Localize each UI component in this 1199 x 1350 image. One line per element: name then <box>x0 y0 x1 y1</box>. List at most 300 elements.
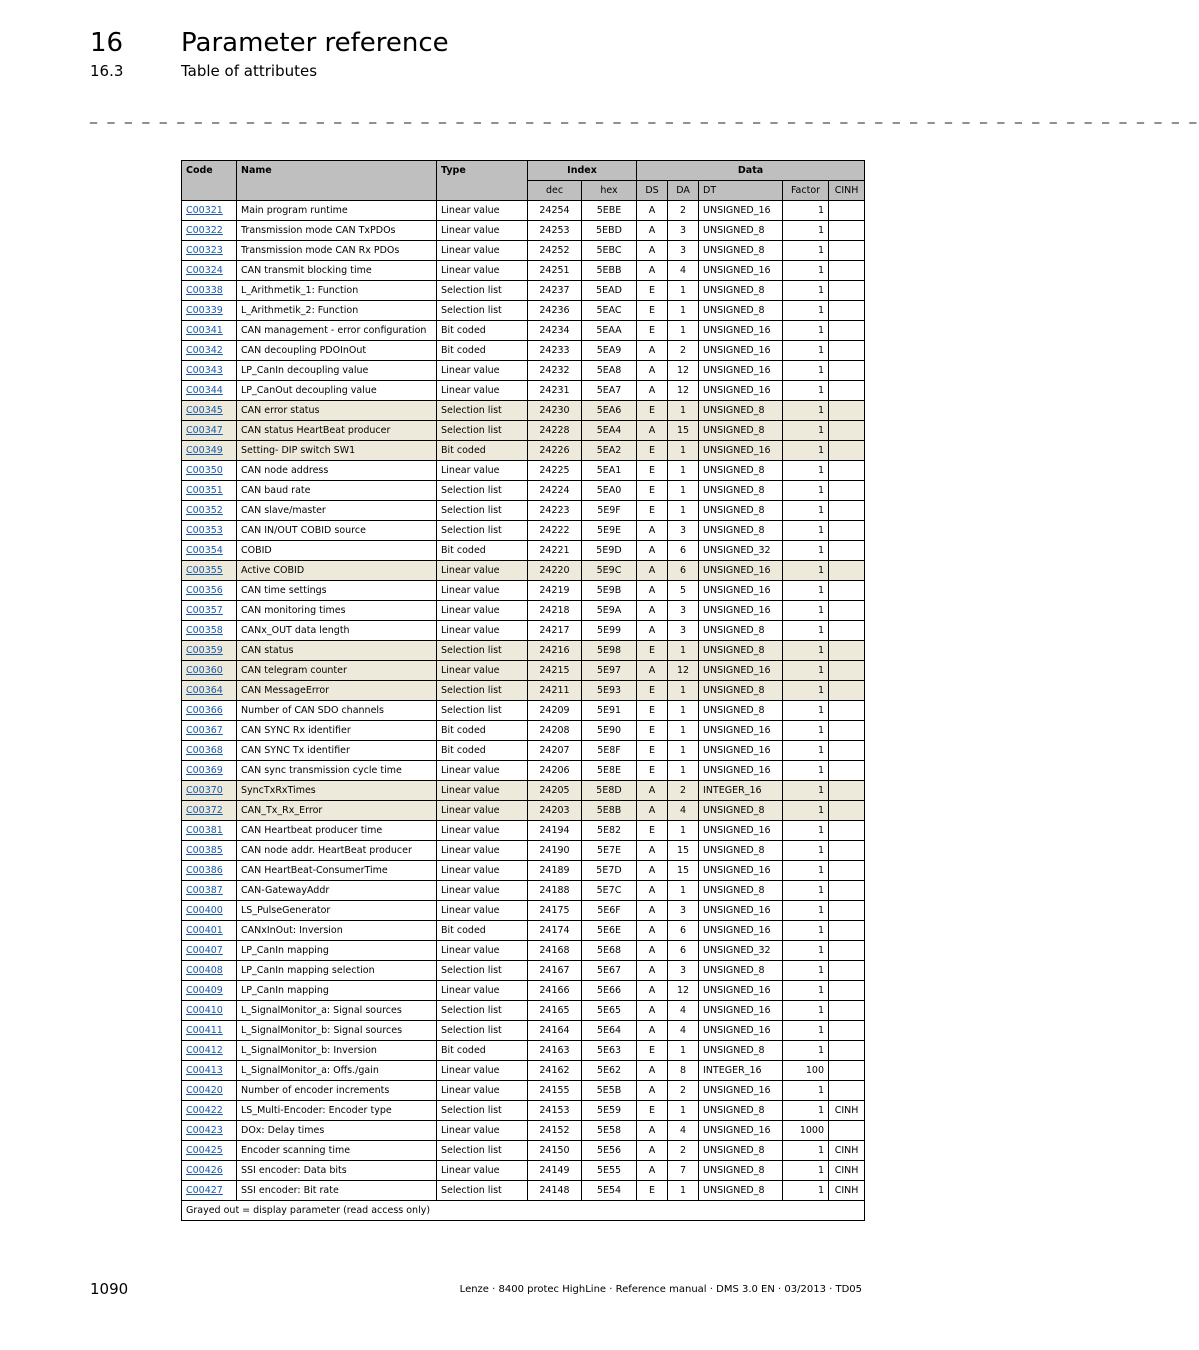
index-hex-cell: 5E8E <box>582 761 637 781</box>
code-link[interactable]: C00345 <box>186 405 223 416</box>
index-dec-cell: 24218 <box>528 601 582 621</box>
code-link[interactable]: C00344 <box>186 385 223 396</box>
code-cell <box>182 721 237 741</box>
da-cell: 1 <box>668 461 699 481</box>
index-dec-cell: 24155 <box>528 1081 582 1101</box>
factor-cell: 1 <box>783 381 829 401</box>
code-link[interactable]: C00370 <box>186 785 223 796</box>
index-hex-cell: 5E9B <box>582 581 637 601</box>
table-row <box>182 941 865 961</box>
code-link[interactable]: C00339 <box>186 305 223 316</box>
factor-cell: 1 <box>783 1021 829 1041</box>
code-cell <box>182 301 237 321</box>
type-cell: Linear value <box>437 561 528 581</box>
index-dec-cell: 24232 <box>528 361 582 381</box>
index-hex-cell: 5E6E <box>582 921 637 941</box>
code-link[interactable]: C00359 <box>186 645 223 656</box>
name-cell: CAN HeartBeat-ConsumerTime <box>237 861 437 881</box>
name-cell: Number of CAN SDO channels <box>237 701 437 721</box>
table-row <box>182 221 865 241</box>
name-cell: SSI encoder: Data bits <box>237 1161 437 1181</box>
code-link[interactable]: C00341 <box>186 325 223 336</box>
da-cell: 6 <box>668 921 699 941</box>
index-hex-cell: 5EA7 <box>582 381 637 401</box>
ds-cell: E <box>637 281 668 301</box>
type-cell: Bit coded <box>437 921 528 941</box>
index-hex-cell: 5E56 <box>582 1141 637 1161</box>
factor-cell: 1 <box>783 501 829 521</box>
index-dec-cell: 24215 <box>528 661 582 681</box>
code-link[interactable]: C00350 <box>186 465 223 476</box>
cinh-cell <box>829 661 865 681</box>
da-cell: 1 <box>668 681 699 701</box>
index-hex-cell: 5EA4 <box>582 421 637 441</box>
code-link[interactable]: C00409 <box>186 985 223 996</box>
code-cell <box>182 1021 237 1041</box>
table-row <box>182 881 865 901</box>
factor-cell: 1 <box>783 481 829 501</box>
index-hex-cell: 5EBB <box>582 261 637 281</box>
index-hex-cell: 5E66 <box>582 981 637 1001</box>
code-link[interactable]: C00324 <box>186 265 223 276</box>
name-cell: CAN status HeartBeat producer <box>237 421 437 441</box>
dt-cell: UNSIGNED_16 <box>699 761 783 781</box>
section-title: Table of attributes <box>181 62 318 80</box>
name-cell: LP_CanIn decoupling value <box>237 361 437 381</box>
index-dec-cell: 24207 <box>528 741 582 761</box>
section-number: 16.3 <box>90 62 124 80</box>
code-link[interactable]: C00360 <box>186 665 223 676</box>
table-row <box>182 681 865 701</box>
code-cell <box>182 1101 237 1121</box>
code-link[interactable]: C00364 <box>186 685 223 696</box>
cinh-cell <box>829 761 865 781</box>
code-cell <box>182 321 237 341</box>
name-cell: Encoder scanning time <box>237 1141 437 1161</box>
name-cell: CAN-GatewayAddr <box>237 881 437 901</box>
factor-cell: 1 <box>783 1141 829 1161</box>
code-cell <box>182 601 237 621</box>
index-dec-cell: 24219 <box>528 581 582 601</box>
code-link[interactable]: C00368 <box>186 745 223 756</box>
factor-cell: 1000 <box>783 1121 829 1141</box>
cinh-cell <box>829 881 865 901</box>
cinh-cell <box>829 681 865 701</box>
index-hex-cell: 5EA9 <box>582 341 637 361</box>
factor-cell: 1 <box>783 401 829 421</box>
da-cell: 3 <box>668 901 699 921</box>
code-link[interactable]: C00352 <box>186 505 223 516</box>
header-cinh: CINH <box>829 181 865 201</box>
code-cell <box>182 441 237 461</box>
index-hex-cell: 5E7D <box>582 861 637 881</box>
code-link[interactable]: C00387 <box>186 885 223 896</box>
cinh-cell: CINH <box>829 1161 865 1181</box>
table-row <box>182 381 865 401</box>
table-row <box>182 801 865 821</box>
index-dec-cell: 24225 <box>528 461 582 481</box>
factor-cell: 1 <box>783 201 829 221</box>
table-row <box>182 1041 865 1061</box>
ds-cell: A <box>637 621 668 641</box>
ds-cell: A <box>637 881 668 901</box>
da-cell: 1 <box>668 1041 699 1061</box>
code-link[interactable]: C00351 <box>186 485 223 496</box>
factor-cell: 1 <box>783 581 829 601</box>
code-cell <box>182 901 237 921</box>
type-cell: Linear value <box>437 221 528 241</box>
code-cell <box>182 361 237 381</box>
table-row <box>182 1021 865 1041</box>
cinh-cell <box>829 921 865 941</box>
ds-cell: A <box>637 1061 668 1081</box>
index-dec-cell: 24230 <box>528 401 582 421</box>
index-hex-cell: 5E82 <box>582 821 637 841</box>
code-link[interactable]: C00420 <box>186 1085 223 1096</box>
code-link[interactable]: C00386 <box>186 865 223 876</box>
name-cell: L_SignalMonitor_b: Inversion <box>237 1041 437 1061</box>
ds-cell: A <box>637 961 668 981</box>
name-cell: CAN SYNC Tx identifier <box>237 741 437 761</box>
cinh-cell <box>829 601 865 621</box>
type-cell: Selection list <box>437 421 528 441</box>
type-cell: Linear value <box>437 1061 528 1081</box>
da-cell: 1 <box>668 481 699 501</box>
dt-cell: UNSIGNED_8 <box>699 1181 783 1201</box>
table-row <box>182 301 865 321</box>
ds-cell: A <box>637 261 668 281</box>
dt-cell: UNSIGNED_8 <box>699 841 783 861</box>
type-cell: Linear value <box>437 361 528 381</box>
ds-cell: A <box>637 981 668 1001</box>
code-link[interactable]: C00381 <box>186 825 223 836</box>
da-cell: 1 <box>668 1181 699 1201</box>
da-cell: 5 <box>668 581 699 601</box>
type-cell: Bit coded <box>437 541 528 561</box>
index-dec-cell: 24233 <box>528 341 582 361</box>
name-cell: Active COBID <box>237 561 437 581</box>
ds-cell: E <box>637 681 668 701</box>
da-cell: 2 <box>668 781 699 801</box>
cinh-cell <box>829 621 865 641</box>
ds-cell: E <box>637 1041 668 1061</box>
ds-cell: A <box>637 1021 668 1041</box>
index-dec-cell: 24252 <box>528 241 582 261</box>
type-cell: Bit coded <box>437 741 528 761</box>
name-cell: CAN time settings <box>237 581 437 601</box>
table-row <box>182 481 865 501</box>
name-cell: L_Arithmetik_2: Function <box>237 301 437 321</box>
name-cell: LS_PulseGenerator <box>237 901 437 921</box>
index-hex-cell: 5E7C <box>582 881 637 901</box>
code-cell <box>182 781 237 801</box>
cinh-cell <box>829 221 865 241</box>
header-index: Index <box>528 161 637 181</box>
da-cell: 1 <box>668 441 699 461</box>
table-row <box>182 621 865 641</box>
dt-cell: UNSIGNED_16 <box>699 1021 783 1041</box>
factor-cell: 1 <box>783 701 829 721</box>
code-link[interactable]: C00401 <box>186 925 223 936</box>
table-row <box>182 261 865 281</box>
da-cell: 15 <box>668 841 699 861</box>
table-row <box>182 1181 865 1201</box>
cinh-cell <box>829 361 865 381</box>
code-link[interactable]: C00369 <box>186 765 223 776</box>
name-cell: LP_CanIn mapping selection <box>237 961 437 981</box>
code-link[interactable]: C00322 <box>186 225 223 236</box>
index-hex-cell: 5EAD <box>582 281 637 301</box>
factor-cell: 1 <box>783 781 829 801</box>
code-link[interactable]: C00356 <box>186 585 223 596</box>
header-dec: dec <box>528 181 582 201</box>
code-link[interactable]: C00355 <box>186 565 223 576</box>
index-dec-cell: 24190 <box>528 841 582 861</box>
name-cell: DOx: Delay times <box>237 1121 437 1141</box>
index-hex-cell: 5E62 <box>582 1061 637 1081</box>
ds-cell: E <box>637 321 668 341</box>
code-link[interactable]: C00426 <box>186 1165 223 1176</box>
index-hex-cell: 5EBD <box>582 221 637 241</box>
name-cell: CANxInOut: Inversion <box>237 921 437 941</box>
code-link[interactable]: C00357 <box>186 605 223 616</box>
code-link[interactable]: C00353 <box>186 525 223 536</box>
code-cell <box>182 681 237 701</box>
code-link[interactable]: C00367 <box>186 725 223 736</box>
code-cell <box>182 421 237 441</box>
factor-cell: 1 <box>783 881 829 901</box>
code-link[interactable]: C00413 <box>186 1065 223 1076</box>
code-cell <box>182 961 237 981</box>
ds-cell: E <box>637 641 668 661</box>
index-dec-cell: 24189 <box>528 861 582 881</box>
dt-cell: UNSIGNED_8 <box>699 281 783 301</box>
name-cell: CAN node addr. HeartBeat producer <box>237 841 437 861</box>
dt-cell: UNSIGNED_16 <box>699 721 783 741</box>
dt-cell: UNSIGNED_16 <box>699 861 783 881</box>
code-link[interactable]: C00423 <box>186 1125 223 1136</box>
da-cell: 15 <box>668 861 699 881</box>
index-hex-cell: 5E9F <box>582 501 637 521</box>
code-link[interactable]: C00385 <box>186 845 223 856</box>
code-cell <box>182 1141 237 1161</box>
da-cell: 4 <box>668 1021 699 1041</box>
dt-cell: UNSIGNED_16 <box>699 361 783 381</box>
factor-cell: 1 <box>783 721 829 741</box>
type-cell: Linear value <box>437 821 528 841</box>
code-link[interactable]: C00358 <box>186 625 223 636</box>
table-row <box>182 321 865 341</box>
ds-cell: A <box>637 941 668 961</box>
index-hex-cell: 5E68 <box>582 941 637 961</box>
factor-cell: 1 <box>783 301 829 321</box>
factor-cell: 1 <box>783 941 829 961</box>
ds-cell: A <box>637 861 668 881</box>
cinh-cell: CINH <box>829 1101 865 1121</box>
code-link[interactable]: C00427 <box>186 1185 223 1196</box>
code-cell <box>182 481 237 501</box>
code-cell <box>182 221 237 241</box>
dt-cell: UNSIGNED_16 <box>699 981 783 1001</box>
da-cell: 2 <box>668 201 699 221</box>
dt-cell: UNSIGNED_16 <box>699 201 783 221</box>
header-dt: DT <box>699 181 783 201</box>
cinh-cell <box>829 861 865 881</box>
name-cell: CAN decoupling PDOInOut <box>237 341 437 361</box>
factor-cell: 1 <box>783 441 829 461</box>
ds-cell: E <box>637 481 668 501</box>
code-cell <box>182 521 237 541</box>
table-row <box>182 581 865 601</box>
cinh-cell <box>829 561 865 581</box>
dt-cell: UNSIGNED_8 <box>699 1141 783 1161</box>
dt-cell: UNSIGNED_8 <box>699 301 783 321</box>
table-row <box>182 761 865 781</box>
name-cell: Transmission mode CAN Rx PDOs <box>237 241 437 261</box>
type-cell: Selection list <box>437 1101 528 1121</box>
chapter-number: 16 <box>90 28 124 58</box>
code-cell <box>182 461 237 481</box>
index-hex-cell: 5EA0 <box>582 481 637 501</box>
dt-cell: UNSIGNED_16 <box>699 661 783 681</box>
name-cell: L_SignalMonitor_a: Signal sources <box>237 1001 437 1021</box>
da-cell: 1 <box>668 821 699 841</box>
type-cell: Linear value <box>437 621 528 641</box>
factor-cell: 1 <box>783 621 829 641</box>
code-link[interactable]: C00422 <box>186 1105 223 1116</box>
dt-cell: UNSIGNED_32 <box>699 941 783 961</box>
code-link[interactable]: C00411 <box>186 1025 223 1036</box>
factor-cell: 1 <box>783 1181 829 1201</box>
factor-cell: 1 <box>783 901 829 921</box>
dt-cell: UNSIGNED_8 <box>699 1161 783 1181</box>
factor-cell: 1 <box>783 281 829 301</box>
cinh-cell <box>829 341 865 361</box>
code-cell <box>182 741 237 761</box>
index-hex-cell: 5E54 <box>582 1181 637 1201</box>
code-link[interactable]: C00323 <box>186 245 223 256</box>
name-cell: CANx_OUT data length <box>237 621 437 641</box>
code-link[interactable]: C00407 <box>186 945 223 956</box>
name-cell: CAN baud rate <box>237 481 437 501</box>
code-link[interactable]: C00412 <box>186 1045 223 1056</box>
da-cell: 12 <box>668 381 699 401</box>
da-cell: 1 <box>668 501 699 521</box>
ds-cell: E <box>637 821 668 841</box>
index-dec-cell: 24254 <box>528 201 582 221</box>
code-cell <box>182 981 237 1001</box>
factor-cell: 1 <box>783 981 829 1001</box>
dt-cell: UNSIGNED_16 <box>699 1121 783 1141</box>
code-link[interactable]: C00354 <box>186 545 223 556</box>
table-row <box>182 541 865 561</box>
code-link[interactable]: C00400 <box>186 905 223 916</box>
dt-cell: INTEGER_16 <box>699 1061 783 1081</box>
name-cell: L_Arithmetik_1: Function <box>237 281 437 301</box>
index-dec-cell: 24165 <box>528 1001 582 1021</box>
cinh-cell <box>829 481 865 501</box>
index-hex-cell: 5EA6 <box>582 401 637 421</box>
da-cell: 3 <box>668 961 699 981</box>
index-hex-cell: 5E67 <box>582 961 637 981</box>
cinh-cell <box>829 821 865 841</box>
code-link[interactable]: C00342 <box>186 345 223 356</box>
ds-cell: A <box>637 581 668 601</box>
code-link[interactable]: C00321 <box>186 205 223 216</box>
cinh-cell <box>829 581 865 601</box>
attributes-table <box>181 160 865 1221</box>
table-row <box>182 281 865 301</box>
dt-cell: UNSIGNED_16 <box>699 581 783 601</box>
cinh-cell <box>829 521 865 541</box>
type-cell: Selection list <box>437 301 528 321</box>
type-cell: Selection list <box>437 401 528 421</box>
factor-cell: 1 <box>783 761 829 781</box>
da-cell: 2 <box>668 341 699 361</box>
type-cell: Bit coded <box>437 1041 528 1061</box>
dt-cell: UNSIGNED_8 <box>699 481 783 501</box>
dt-cell: UNSIGNED_8 <box>699 681 783 701</box>
factor-cell: 1 <box>783 541 829 561</box>
index-dec-cell: 24237 <box>528 281 582 301</box>
da-cell: 1 <box>668 761 699 781</box>
cinh-cell <box>829 541 865 561</box>
code-link[interactable]: C00366 <box>186 705 223 716</box>
table-row <box>182 601 865 621</box>
ds-cell: A <box>637 561 668 581</box>
index-dec-cell: 24231 <box>528 381 582 401</box>
code-link[interactable]: C00410 <box>186 1005 223 1016</box>
ds-cell: A <box>637 381 668 401</box>
page-number: 1090 <box>90 1280 129 1298</box>
code-cell <box>182 261 237 281</box>
table-row <box>182 561 865 581</box>
da-cell: 4 <box>668 801 699 821</box>
index-hex-cell: 5E97 <box>582 661 637 681</box>
code-link[interactable]: C00372 <box>186 805 223 816</box>
code-cell <box>182 801 237 821</box>
ds-cell: A <box>637 361 668 381</box>
code-link[interactable]: C00343 <box>186 365 223 376</box>
header-data: Data <box>637 161 865 181</box>
code-cell <box>182 1121 237 1141</box>
code-link[interactable]: C00408 <box>186 965 223 976</box>
table-row <box>182 1081 865 1101</box>
code-link[interactable]: C00347 <box>186 425 223 436</box>
dt-cell: UNSIGNED_8 <box>699 801 783 821</box>
dt-cell: UNSIGNED_8 <box>699 641 783 661</box>
name-cell: CAN transmit blocking time <box>237 261 437 281</box>
code-link[interactable]: C00425 <box>186 1145 223 1156</box>
da-cell: 15 <box>668 421 699 441</box>
type-cell: Selection list <box>437 1001 528 1021</box>
type-cell: Linear value <box>437 661 528 681</box>
ds-cell: A <box>637 801 668 821</box>
name-cell: LP_CanOut decoupling value <box>237 381 437 401</box>
code-cell <box>182 281 237 301</box>
code-link[interactable]: C00349 <box>186 445 223 456</box>
cinh-cell <box>829 261 865 281</box>
code-link[interactable]: C00338 <box>186 285 223 296</box>
code-cell <box>182 581 237 601</box>
type-cell: Selection list <box>437 681 528 701</box>
table-row <box>182 1001 865 1021</box>
factor-cell: 1 <box>783 341 829 361</box>
table-row <box>182 521 865 541</box>
header-factor: Factor <box>783 181 829 201</box>
index-dec-cell: 24174 <box>528 921 582 941</box>
cinh-cell <box>829 1081 865 1101</box>
